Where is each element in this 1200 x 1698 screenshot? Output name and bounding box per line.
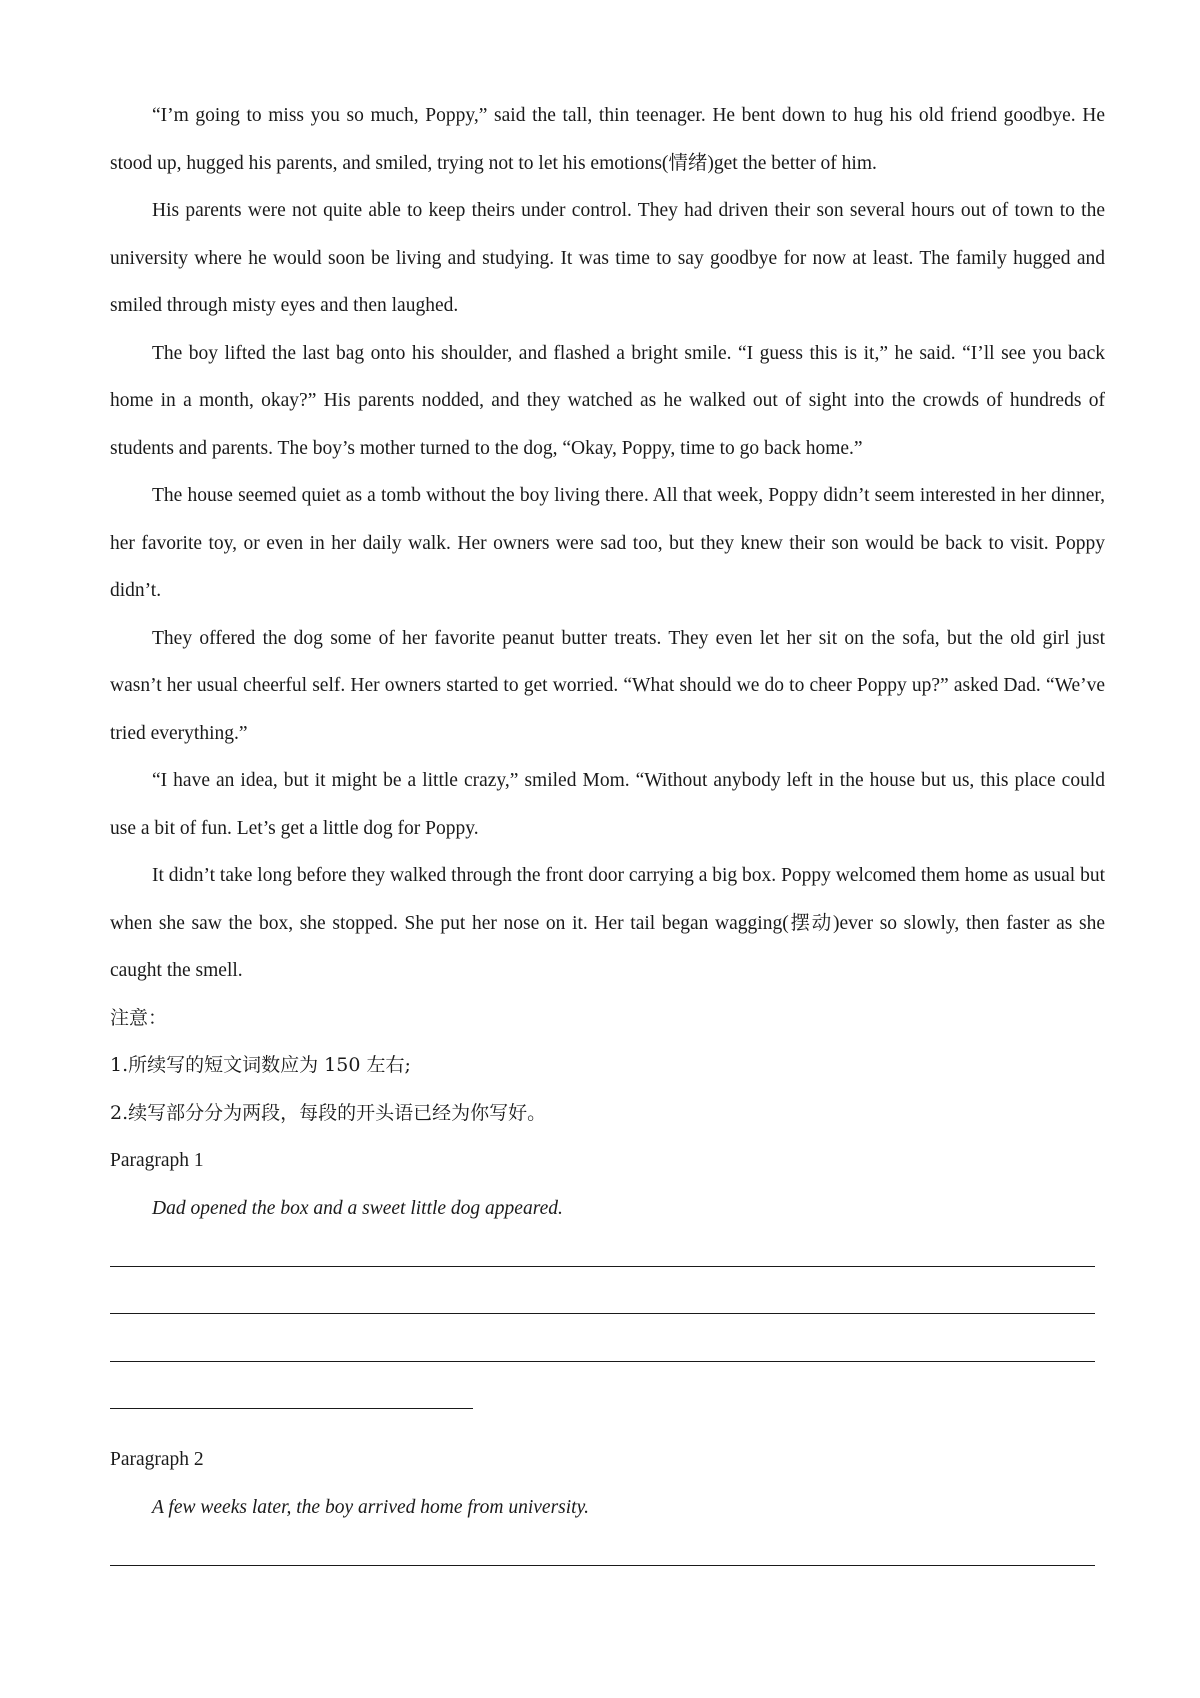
writing-line[interactable] <box>110 1375 1105 1423</box>
story-paragraph: “I have an idea, but it might be a little crazy,” smiled Mom. “Without anybody left in the house but us, this place could use a bit of fun. Let’s get a little dog for Poppy. <box>110 770 1105 839</box>
paragraph-2-section <box>110 1436 1105 1579</box>
writing-line[interactable] <box>110 1232 1105 1280</box>
paragraph-2-label: Paragraph 2 <box>110 1449 204 1470</box>
story-paragraph: It didn’t take long before they walked through the front door carrying a big box. Poppy welcomed them home as usual but when she saw the box, she stopped. She put her nose on it. Her tail began wagging(摆动)ever so slowly, then faster as she caught the smell. <box>110 865 1105 981</box>
notes-rule-paragraphs: 2.续写部分分为两段，每段的开头语已经为你写好。 <box>110 1101 547 1124</box>
story-paragraph: The boy lifted the last bag onto his shoulder, and flashed a bright smile. “I guess this is it,” he said. “I’ll see you back home in a month, okay?” His parents nodded, and they watched as he walked out of sight into the crowds of hundreds of students and parents. The boy’s mother turned to the dog, “Okay, Poppy, time to go back home.” <box>110 342 1105 459</box>
worksheet-page <box>110 92 1105 1579</box>
notes-rule-word-count: 1.所续写的短文词数应为 150 左右; <box>110 1054 411 1076</box>
paragraph-1-starter: Dad opened the box and a sweet little dog appeared. <box>152 1197 563 1219</box>
writing-line[interactable] <box>110 1280 1105 1328</box>
section-gap <box>110 1422 1105 1436</box>
story-paragraph: The house seemed quiet as a tomb without the boy living there. All that week, Poppy didn’t seem interested in her dinner, her favorite toy, or even in her daily walk. Her owners were sad too, but they knew their son would be back to visit. Poppy didn’t. <box>110 485 1105 601</box>
story-paragraph: His parents were not quite able to keep theirs under control. They had driven their son several hours out of town to the university where he would soon be living and studying. It was time to say goodbye for now at least. The family hugged and smiled through misty eyes and then laughed. <box>110 200 1105 316</box>
writing-line[interactable] <box>110 1327 1105 1375</box>
story-paragraph: They offered the dog some of her favorite peanut butter treats. They even let her sit on the sofa, but the old girl just wasn’t her usual cheerful self. Her owners started to get worried. “What should we do to cheer Poppy up?” asked Dad. “We’ve tried everything.” <box>110 627 1105 744</box>
writing-line[interactable] <box>110 1531 1105 1579</box>
notes-section <box>110 995 1105 1138</box>
paragraph-1-label: Paragraph 1 <box>110 1150 204 1171</box>
paragraph-1-section <box>110 1137 1105 1422</box>
story-text <box>110 92 1105 995</box>
notes-heading: 注意： <box>110 1006 168 1029</box>
paragraph-2-starter: A few weeks later, the boy arrived home from university. <box>152 1496 590 1518</box>
story-paragraph: “I’m going to miss you so much, Poppy,” said the tall, thin teenager. He bent down to hug his old friend goodbye. He stood up, hugged his parents, and smiled, trying not to let his emotions(情绪)get the better of him. <box>110 105 1105 174</box>
